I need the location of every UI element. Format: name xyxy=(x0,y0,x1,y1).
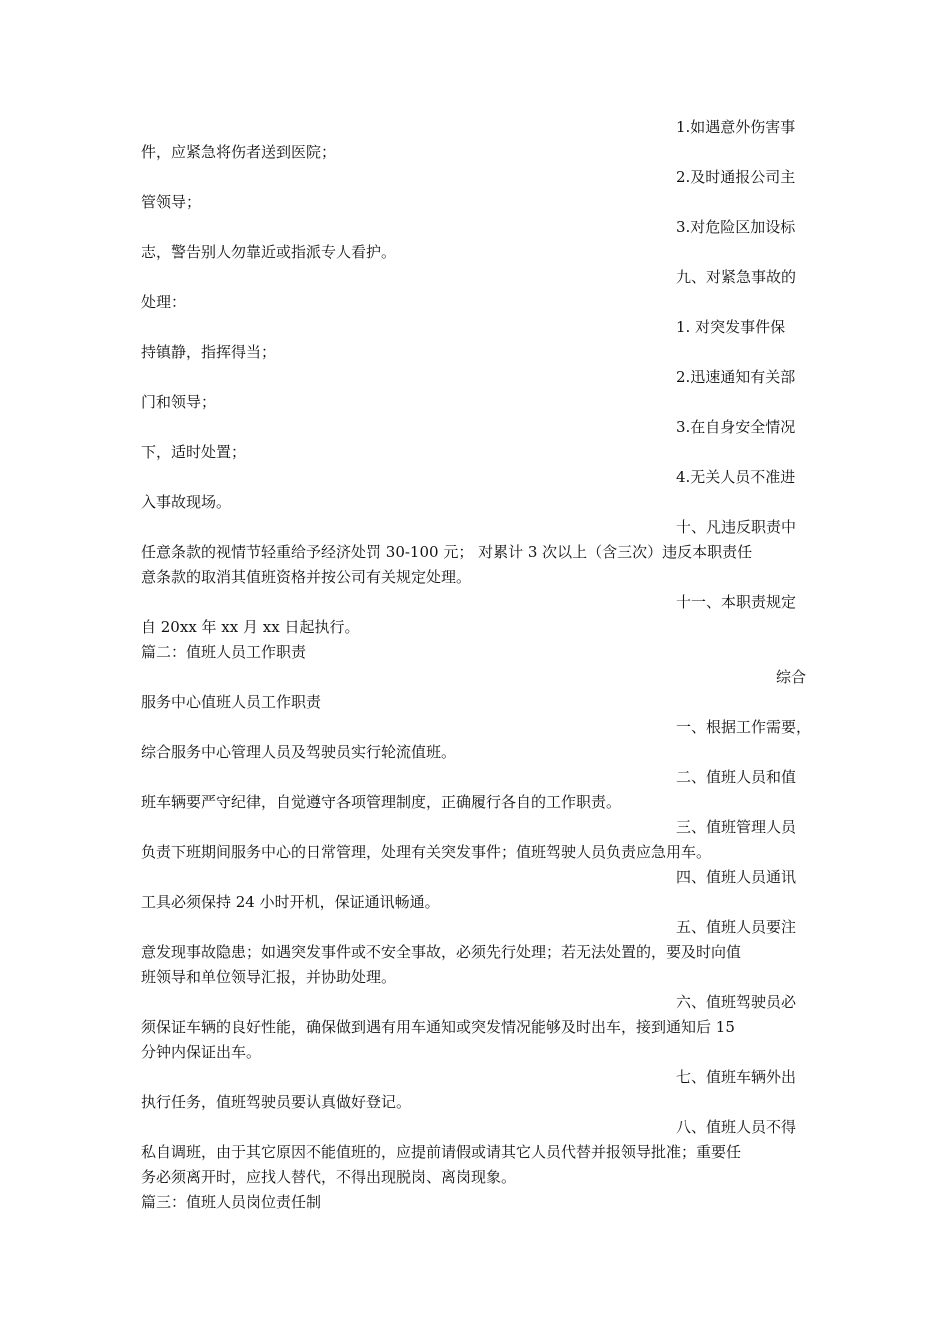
text-line: 七、值班车辆外出 xyxy=(676,1068,797,1086)
text-line: 须保证车辆的良好性能，确保做到遇有用车通知或突发情况能够及时出车，接到通知后 15 xyxy=(141,1018,735,1036)
text-line: 三、值班管理人员 xyxy=(676,818,797,836)
text-line: 一、根据工作需要， xyxy=(676,718,812,736)
text-line: 入事故现场。 xyxy=(141,493,232,511)
text-line: 二、值班人员和值 xyxy=(676,768,797,786)
text-line: 4.无关人员不准进 xyxy=(676,468,796,486)
text-line: 处理： xyxy=(141,293,187,311)
text-line: 综合服务中心管理人员及驾驶员实行轮流值班。 xyxy=(141,743,457,761)
text-line: 服务中心值班人员工作职责 xyxy=(141,693,322,711)
text-line: 3.在自身安全情况 xyxy=(676,418,796,436)
text-line: 四、值班人员通讯 xyxy=(676,868,797,886)
text-line: 意发现事故隐患；如遇突发事件或不安全事故，必须先行处理；若无法处置的，要及时向值 xyxy=(141,943,742,961)
text-line: 分钟内保证出车。 xyxy=(141,1043,262,1061)
text-line: 综合 xyxy=(776,668,807,686)
text-line: 3.对危险区加设标 xyxy=(676,218,796,236)
text-line: 六、值班驾驶员必 xyxy=(676,993,797,1011)
text-line: 任意条款的视情节轻重给予经济处罚 30-100 元； 对累计 3 次以上（含三次）违反本职责任 xyxy=(141,543,753,561)
section-heading-11: 十一、本职责规定 xyxy=(676,593,797,611)
text-line: 管领导； xyxy=(141,193,202,211)
text-line: 班车辆要严守纪律，自觉遵守各项管理制度，正确履行各自的工作职责。 xyxy=(141,793,622,811)
text-line: 2.迅速通知有关部 xyxy=(676,368,796,386)
chapter-title-2: 篇二：值班人员工作职责 xyxy=(141,643,307,661)
text-line: 工具必须保持 24 小时开机，保证通讯畅通。 xyxy=(141,893,440,911)
text-line: 五、值班人员要注 xyxy=(676,918,797,936)
text-line: 务必须离开时，应找人替代，不得出现脱岗、离岗现象。 xyxy=(141,1168,517,1186)
text-line: 下，适时处置； xyxy=(141,443,247,461)
chapter-title-3: 篇三：值班人员岗位责任制 xyxy=(141,1193,322,1211)
section-heading-9: 九、对紧急事故的 xyxy=(676,268,797,286)
text-line: 1.如遇意外伤害事 xyxy=(676,118,796,136)
text-line: 志，警告别人勿靠近或指派专人看护。 xyxy=(141,243,397,261)
text-line: 执行任务，值班驾驶员要认真做好登记。 xyxy=(141,1093,412,1111)
text-line: 自 20xx 年 xx 月 xx 日起执行。 xyxy=(141,618,360,636)
text-line: 持镇静，指挥得当； xyxy=(141,343,277,361)
text-line: 2.及时通报公司主 xyxy=(676,168,796,186)
text-line: 1. 对突发事件保 xyxy=(676,318,786,336)
text-line: 八、值班人员不得 xyxy=(676,1118,797,1136)
text-line: 门和领导； xyxy=(141,393,217,411)
text-line: 负责下班期间服务中心的日常管理，处理有关突发事件；值班驾驶人员负责应急用车。 xyxy=(141,843,712,861)
text-line: 件，应紧急将伤者送到医院； xyxy=(141,143,337,161)
text-line: 私自调班，由于其它原因不能值班的，应提前请假或请其它人员代替并报领导批准；重要任 xyxy=(141,1143,742,1161)
section-heading-10: 十、凡违反职责中 xyxy=(676,518,797,536)
text-line: 班领导和单位领导汇报，并协助处理。 xyxy=(141,968,397,986)
text-line: 意条款的取消其值班资格并按公司有关规定处理。 xyxy=(141,568,472,586)
